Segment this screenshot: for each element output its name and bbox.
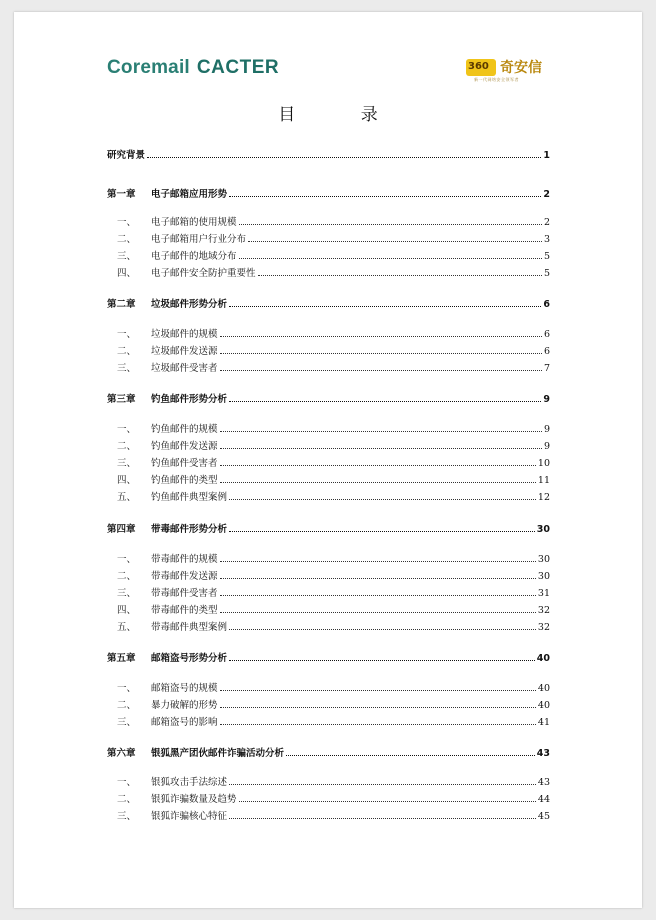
toc-entry-label: 电子邮箱应用形势 [151,189,228,200]
toc-section-entry[interactable] [107,551,550,565]
toc-section-entry[interactable] [107,808,550,822]
toc-section-entry[interactable] [107,214,550,228]
toc-entry-label: 垃圾邮件的规模 [151,329,218,340]
logo-coremail-text: Coremail [107,57,190,78]
logo-tagline: 新一代网络安全领军者 [474,77,519,82]
toc-entry-label: 钓鱼邮件典型案例 [151,492,228,503]
toc-dot-leader [220,464,536,466]
toc-section-entry[interactable] [107,791,550,805]
toc-section-entry[interactable] [107,231,550,245]
toc-entry-label: 钓鱼邮件发送源 [151,441,218,452]
toc-page-number: 6 [543,299,550,310]
toc-section-entry[interactable] [107,265,550,279]
toc-page-number: 9 [543,441,550,452]
toc-section-entry[interactable] [107,680,550,694]
toc-entry-number: 五、 [117,622,137,633]
toc-entry-number: 一、 [117,777,137,788]
toc-dot-leader [258,274,542,276]
toc-page-number: 2 [543,189,550,200]
toc-dot-leader [220,335,542,337]
toc-dot-leader [220,430,542,432]
toc-section-entry[interactable] [107,697,550,711]
toc-dot-leader [220,352,542,354]
toc-section-entry[interactable] [107,438,550,452]
toc-page-number: 9 [543,394,550,405]
toc-page-number: 44 [537,794,550,805]
toc-dot-leader [239,223,542,225]
toc-entry-label: 钓鱼邮件受害者 [151,458,218,469]
toc-dot-leader [286,754,535,756]
toc-dot-leader [220,706,536,708]
toc-entry-label: 垃圾邮件形势分析 [151,299,228,310]
toc-dot-leader [220,369,542,371]
toc-page-number: 3 [543,234,550,245]
toc-page-number: 30 [537,571,550,582]
toc-entry-number: 二、 [117,794,137,805]
toc-chapter-entry[interactable] [107,391,550,405]
toc-page-number: 30 [536,524,550,535]
toc-section-entry[interactable] [107,360,550,374]
toc-entry-number: 第一章 [107,189,136,200]
toc-page-number: 12 [537,492,550,503]
toc-section-entry[interactable] [107,489,550,503]
toc-entry-number: 四、 [117,605,137,616]
toc-entry-number: 第四章 [107,524,136,535]
toc-page-number: 45 [537,811,550,822]
toc-dot-leader [147,156,541,158]
toc-entry-number: 一、 [117,554,137,565]
toc-entry-label: 电子邮箱用户行业分布 [151,234,247,245]
toc-entry-number: 三、 [117,458,137,469]
toc-section-entry[interactable] [107,343,550,357]
toc-chapter-entry[interactable] [107,296,550,310]
toc-entry-label: 暴力破解的形势 [151,700,218,711]
toc-section-entry[interactable] [107,602,550,616]
logo-cacter-text: CACTER [196,57,280,78]
toc-page-number: 1 [543,150,550,161]
toc-dot-leader [220,560,536,562]
toc-entry-number: 第三章 [107,394,136,405]
logo-360-mark-icon: 360 [466,59,496,76]
toc-dot-leader [220,481,536,483]
toc-section-entry[interactable] [107,619,550,633]
toc-entry-number: 二、 [117,234,137,245]
toc-entry-label: 带毒邮件形势分析 [151,524,228,535]
toc-entry-number: 第五章 [107,653,136,664]
toc-entry-number: 四、 [117,475,137,486]
page-title: 目 录 [278,105,408,125]
coremail-cacter-logo [107,57,279,79]
toc-page-number: 43 [537,777,550,788]
toc-entry-label: 带毒邮件的类型 [151,605,218,616]
toc-entry-label: 电子邮件的地域分布 [151,251,237,262]
toc-dot-leader [220,723,536,725]
toc-entry-label: 研究背景 [107,150,146,161]
toc-dot-leader [248,240,542,242]
toc-entry-label: 银狐攻击手法综述 [151,777,228,788]
toc-entry-label: 垃圾邮件发送源 [151,346,218,357]
toc-entry-label: 带毒邮件典型案例 [151,622,228,633]
toc-dot-leader [229,195,541,197]
toc-page-number: 2 [543,217,550,228]
toc-entry-label: 银狐诈骗核心特征 [151,811,228,822]
toc-chapter-entry[interactable] [107,650,550,664]
toc-entry-number: 一、 [117,329,137,340]
toc-page-number: 32 [537,605,550,616]
toc-entry-number: 三、 [117,363,137,374]
toc-chapter-entry[interactable] [107,186,550,200]
toc-entry-number: 二、 [117,700,137,711]
toc-page-number: 5 [543,251,550,262]
toc-entry-label: 带毒邮件发送源 [151,571,218,582]
toc-section-entry[interactable] [107,326,550,340]
toc-entry-number: 第六章 [107,748,136,759]
toc-entry-number: 一、 [117,424,137,435]
toc-section-entry[interactable] [107,455,550,469]
toc-dot-leader [229,530,535,532]
toc-entry-label: 邮箱盗号的规模 [151,683,218,694]
toc-entry-number: 一、 [117,217,137,228]
toc-section-entry[interactable] [107,774,550,788]
toc-dot-leader [229,305,541,307]
toc-section-entry[interactable] [107,472,550,486]
toc-entry-label: 电子邮箱的使用规模 [151,217,237,228]
toc-entry-label: 邮箱盗号的影响 [151,717,218,728]
toc-section-entry[interactable] [107,585,550,599]
toc-page-number: 43 [536,748,550,759]
toc-dot-leader [229,783,536,785]
toc-entry-number: 三、 [117,251,137,262]
document-page [14,12,642,908]
toc-dot-leader [220,447,542,449]
toc-entry-number: 二、 [117,441,137,452]
toc-dot-leader [229,498,536,500]
toc-page-number: 9 [543,424,550,435]
toc-page-number: 41 [537,717,550,728]
toc-entry-label: 带毒邮件的规模 [151,554,218,565]
toc-dot-leader [220,577,536,579]
toc-page-number: 6 [543,346,550,357]
toc-entry-label: 银狐黑产团伙邮件诈骗活动分析 [151,748,285,759]
toc-section-entry[interactable] [107,421,550,435]
toc-dot-leader [220,689,536,691]
toc-entry-label: 垃圾邮件受害者 [151,363,218,374]
toc-page-number: 5 [543,268,550,279]
toc-dot-leader [220,594,536,596]
toc-entry-number: 四、 [117,268,137,279]
toc-dot-leader [239,800,536,802]
toc-entry-label: 钓鱼邮件形势分析 [151,394,228,405]
toc-entry-number: 三、 [117,811,137,822]
toc-page-number: 6 [543,329,550,340]
toc-entry-number: 三、 [117,588,137,599]
toc-entry-label: 钓鱼邮件的类型 [151,475,218,486]
toc-page-number: 11 [537,475,550,486]
toc-dot-leader [229,400,541,402]
toc-section-entry[interactable] [107,248,550,262]
toc-section-entry[interactable] [107,568,550,582]
toc-dot-leader [220,611,536,613]
toc-entry-label: 带毒邮件受害者 [151,588,218,599]
logo-brand-text: 奇安信 [500,60,542,76]
toc-page-number: 32 [537,622,550,633]
toc-chapter-entry[interactable] [107,745,550,759]
toc-entry-label: 邮箱盗号形势分析 [151,653,228,664]
toc-chapter-entry[interactable] [107,521,550,535]
toc-dot-leader [229,659,535,661]
toc-page-number: 40 [537,700,550,711]
toc-page-number: 7 [543,363,550,374]
toc-page-number: 10 [537,458,550,469]
toc-page-number: 31 [537,588,550,599]
toc-entry-number: 二、 [117,346,137,357]
toc-page-number: 30 [537,554,550,565]
toc-entry-number: 二、 [117,571,137,582]
toc-entry-label: 电子邮件安全防护重要性 [151,268,256,279]
toc-entry-number: 第二章 [107,299,136,310]
toc-section-entry[interactable] [107,714,550,728]
toc-chapter-entry[interactable] [107,147,550,161]
toc-dot-leader [229,817,536,819]
toc-dot-leader [239,257,542,259]
toc-entry-number: 三、 [117,717,137,728]
toc-entry-number: 五、 [117,492,137,503]
toc-entry-number: 一、 [117,683,137,694]
toc-page-number: 40 [536,653,550,664]
qianxin-logo [466,56,556,86]
toc-dot-leader [229,628,536,630]
toc-page-number: 40 [537,683,550,694]
toc-entry-label: 银狐诈骗数量及趋势 [151,794,237,805]
toc-entry-label: 钓鱼邮件的规模 [151,424,218,435]
